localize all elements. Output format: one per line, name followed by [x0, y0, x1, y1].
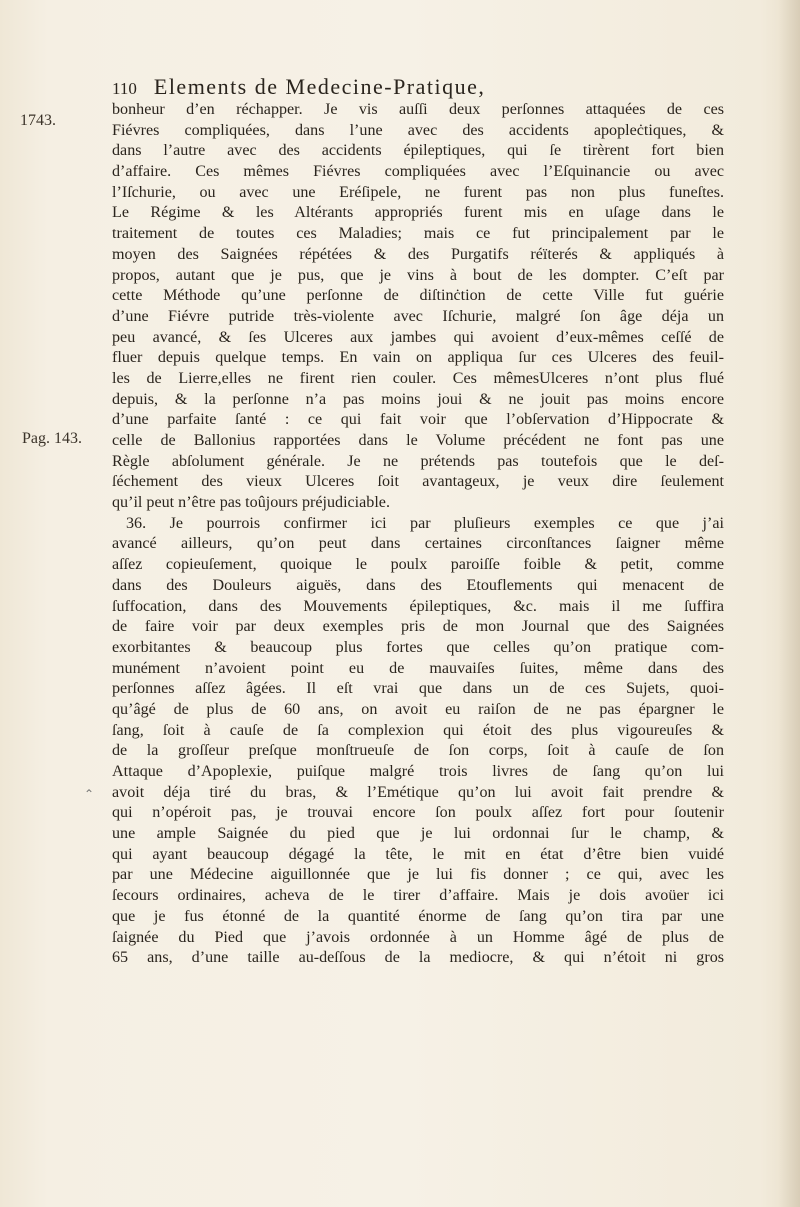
text-line: munément n’avoient point eu de mauvaiſes ſuites, même dans des [112, 659, 724, 677]
text-line: Attaque d’Apoplexie, puiſque malgré trois livres de ſang qu’on lui [112, 763, 724, 780]
text-line: fluer depuis quelque temps. En vain on appliqua ſur ces Ulceres des feuil- [112, 349, 724, 367]
text-line: l’Iſchurie, ou avec une Eréſipele, ne furent pas non plus funeſtes. [112, 183, 724, 201]
text-line: qui n’opéroit pas, je trouvai encore ſon poulx aſſez fort pour ſoutenir [112, 804, 724, 822]
body-text [112, 100, 724, 969]
text-line: qui ayant beaucoup dégagé la tête, le mit en état d’être bien vuidé [112, 845, 724, 863]
text-line: Règle abſolument générale. Je ne prétends pas toutefois que le deſ- [112, 452, 724, 470]
text-line: d’affaire. Ces mêmes Fiévres compliquées avec l’Eſquinancie ou avec [112, 163, 724, 181]
page-edge-shadow [778, 0, 800, 1207]
text-line: celle de Ballonius rapportées dans le Volume précédent ne font pas une [112, 432, 724, 449]
text-line: qu’âgé de plus de 60 ans, on avoit eu raiſon de ne pas épargner le [112, 700, 724, 718]
text-line: par une Médecine aiguillonnée que je lui fis donner ; ce qui, avec les [112, 866, 724, 884]
text-line: traitement de toutes ces Maladies; mais ce fut principalement par le [112, 225, 724, 243]
text-line: d’une parfaite ſanté : ce qui fait voir que l’obſervation d’Hippocrate & [112, 411, 724, 429]
text-line: Le Régime & les Altérants appropriés furent mis en uſage dans le [112, 204, 724, 222]
text-line: ſecours ordinaires, acheva de le tirer d’affaire. Mais je dois avoüer ici [112, 887, 724, 905]
text-line: 36. Je pourrois confirmer ici par pluſieurs exemples ce que j’ai [126, 514, 724, 532]
margin-mark: ⌃ [84, 787, 95, 801]
text-line: aſſez copieuſement, quoique le poulx paroiſſe foible & petit, comme [112, 556, 724, 574]
text-line: dans l’autre avec des accidents épileptiques, qui ſe tirèrent fort bien [112, 142, 724, 160]
text-line: moyen des Saignées répétées & des Purgatifs réïterés & appliqués à [112, 245, 724, 263]
running-title: Elements de Medecine-Pratique, [153, 74, 486, 99]
text-line: de la groſſeur preſque monſtrueuſe de ſon corps, ſoit à cauſe de ſon [112, 742, 724, 760]
text-line: ſang, ſoit à cauſe de ſa complexion qui étoit des plus vigoureuſes & [112, 721, 724, 739]
text-line: exorbitantes & beaucoup plus fortes que celles qu’on pratique com- [112, 638, 724, 656]
page-number: 110 [112, 79, 137, 98]
text-line: propos, autant que je pus, que je vins à bout de les dompter. C’eſt par [112, 266, 724, 284]
text-line: dans des Douleurs aiguës, dans des Etouflements qui menacent de [112, 576, 724, 594]
text-line: 65 ans, d’une taille au-deſſous de la mediocre, & qui n’étoit ni gros [112, 949, 724, 967]
text-line: ſaignée du Pied que j’avois ordonnée à un Homme âgé de plus de [112, 928, 724, 946]
margin-year: 1743. [20, 112, 56, 129]
text-line: cette Méthode qu’une perſonne de diſtinċtion de cette Ville fut guérie [112, 287, 724, 305]
text-line: d’une Fiévre putride très-violente avec Iſchurie, malgré ſon âge déja un [112, 307, 724, 325]
margin-page-reference: Pag. 143. [22, 430, 82, 447]
text-line: bonheur d’en réchapper. Je vis auſſi deux perſonnes attaquées de ces [112, 101, 724, 118]
text-line: les de Lierre,elles ne firent rien couler. Ces mêmesUlceres n’ont plus flué [112, 369, 724, 387]
text-line: ſéchement des vieux Ulceres ſoit avantageux, je veux dire ſeulement [112, 473, 724, 491]
text-line: qu’il peut n’être pas toûjours préjudiciable. [112, 494, 390, 512]
text-line: ſuffocation, dans des Mouvements épileptiques, &c. mais il me ſuffira [112, 597, 724, 615]
text-line: avancé ailleurs, qu’on peut dans certaines circonſtances ſaigner même [112, 535, 724, 553]
text-line: perſonnes aſſez âgées. Il eſt vrai que dans un de ces Sujets, quoi- [112, 680, 724, 698]
text-line: que je fus étonné de la quantité énorme de ſang qu’on tira par une [112, 907, 724, 925]
text-line: Fiévres compliquées, dans l’une avec des accidents apopleċtiques, & [112, 121, 724, 139]
text-line: de faire voir par deux exemples pris de mon Journal que des Saignées [112, 618, 724, 636]
text-line: peu avancé, & ſes Ulceres aux jambes qui avoient d’eux-mêmes ceſſé de [112, 328, 724, 346]
text-line: avoit déja tiré du bras, & l’Emétique qu’on lui avoit fait prendre & [112, 783, 724, 801]
text-line: une ample Saignée du pied que je lui ordonnai ſur le champ, & [112, 825, 724, 843]
text-line: depuis, & la perſonne n’a pas moins joui & ne jouit pas moins encore [112, 390, 724, 408]
